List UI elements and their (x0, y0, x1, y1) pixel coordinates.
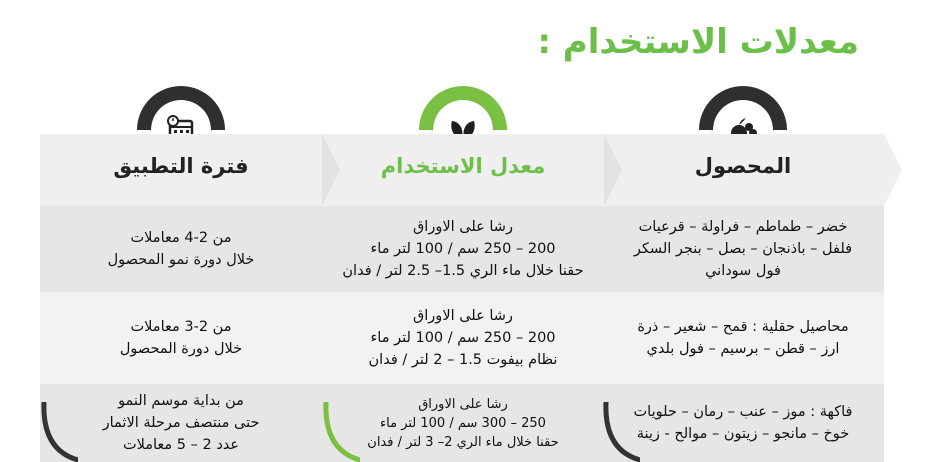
header-time-label: فترة التطبيق (113, 154, 249, 178)
page-title: معدلات الاستخدام : (537, 22, 859, 62)
column-crop (602, 0, 884, 462)
column-time (40, 0, 322, 462)
crop-row-2 (602, 292, 884, 384)
rate-row-2-text: رشا على الاوراق 200 – 250 سم / 100 لتر ماء نظام بيفوت 1.5 – 2 لتر / فدان (368, 308, 558, 368)
header-arrow-2 (604, 134, 622, 206)
rate-row-1-text: رشا على الاوراق 200 – 250 سم / 100 لتر ماء حقنا خلال ماء الري 1.5– 2.5 لتر / فدان (342, 219, 584, 279)
header-rate (322, 134, 604, 206)
header-time (40, 134, 322, 206)
rate-row-3 (322, 384, 604, 462)
time-row-2-text: من 2-3 معاملات خلال دورة المحصول (119, 319, 243, 357)
time-row-3-text: من بداية موسم النمو حتى منتصف مرحلة الاثمار عدد 2 – 5 معاملات (102, 393, 260, 453)
rate-row-2 (322, 292, 604, 384)
crop-row-3 (602, 384, 884, 462)
header-rate-label: معدل الاستخدام (380, 154, 546, 178)
time-row-2 (40, 292, 322, 384)
header-crop (602, 134, 884, 206)
time-row-1-text: من 2-4 معاملات خلال دورة نمو المحصول (107, 230, 255, 268)
rate-row-1 (322, 206, 604, 292)
header-arrow-1 (884, 134, 902, 206)
crop-row-1-text: خضر – طماطم – فراولة – قرعيات فلفل – باذنجان – بصل – بنجر السكر فول سوداني (633, 219, 853, 279)
header-arrow-3 (322, 134, 340, 206)
column-rate (322, 0, 604, 462)
corner-curve-rate (320, 402, 360, 462)
crop-row-3-text: فاكهة : موز – عنب – رمان – حلويات خوخ – مانجو – زيتون – موالح - زينة (633, 404, 853, 442)
corner-curve-crop (600, 402, 640, 462)
time-row-1 (40, 206, 322, 292)
crop-row-1 (602, 206, 884, 292)
rate-row-3-text: رشا على الاوراق 250 – 300 سم / 100 لتر ماء حقنا خلال ماء الري 2– 3 لتر / فدان (367, 396, 559, 450)
header-crop-label: المحصول (694, 154, 792, 178)
corner-curve-time (38, 402, 78, 462)
time-row-3 (40, 384, 322, 462)
crop-row-2-text: محاصيل حقلية : قمح – شعير – ذرة ارز – قطن – برسيم – فول بلدي (637, 319, 849, 357)
